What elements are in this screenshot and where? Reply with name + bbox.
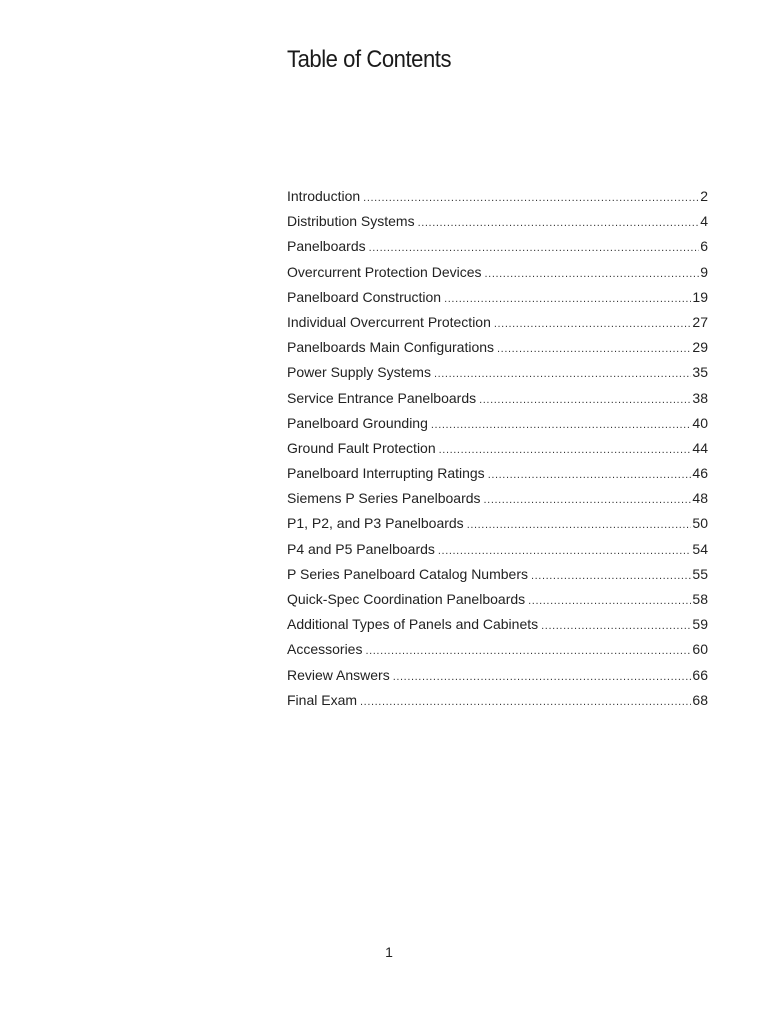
toc-leader-dots — [439, 438, 692, 461]
toc-leader-dots — [365, 639, 691, 662]
toc-leader-dots — [484, 488, 692, 511]
toc-leader-dots — [418, 211, 700, 234]
toc-entry — [287, 310, 708, 335]
toc-entry-label: Panelboard Interrupting Ratings — [287, 465, 485, 482]
toc-entry — [287, 537, 708, 562]
toc-leader-dots — [485, 262, 700, 285]
toc-entry-label: Panelboard Construction — [287, 288, 442, 305]
toc-leader-dots — [444, 287, 691, 310]
toc-entry-page: 68 — [692, 691, 708, 708]
toc-entry-label: Distribution Systems — [287, 213, 415, 230]
toc-leader-dots — [494, 312, 692, 335]
toc-entry — [287, 587, 708, 612]
toc-entry — [287, 562, 708, 587]
toc-leader-dots — [528, 589, 691, 612]
toc-entry — [287, 637, 708, 662]
toc-entry-page: 9 — [700, 263, 708, 280]
toc-entry — [287, 335, 708, 360]
toc-leader-dots — [438, 539, 692, 562]
toc-entry-label: Individual Overcurrent Protection — [287, 313, 491, 330]
toc-entry-page: 48 — [692, 490, 708, 507]
toc-leader-dots — [434, 362, 691, 385]
toc-entry — [287, 386, 708, 411]
toc-entry-label: Final Exam — [287, 691, 358, 708]
toc-entry-label: Power Supply Systems — [287, 364, 431, 381]
toc-entry-page: 44 — [692, 439, 708, 456]
toc-leader-dots — [369, 236, 700, 259]
toc-leader-dots — [541, 614, 691, 637]
toc-entry-label: Panelboards — [287, 238, 366, 255]
toc-entry-label: Ground Fault Protection — [287, 439, 436, 456]
toc-entry — [287, 411, 708, 436]
toc-entry-page: 38 — [692, 389, 708, 406]
toc-entry-page: 59 — [692, 616, 708, 633]
toc-entry-page: 60 — [692, 641, 708, 658]
toc-entry-page: 54 — [692, 540, 708, 557]
toc-entry-label: Panelboards Main Configurations — [287, 339, 495, 356]
toc-leader-dots — [360, 690, 691, 713]
page-title: Table of Contents — [287, 46, 452, 73]
toc-leader-dots — [531, 564, 691, 587]
toc-entry — [287, 436, 708, 461]
toc-entry-page: 19 — [692, 288, 708, 305]
toc-entry — [287, 663, 708, 688]
toc-entry-label: P Series Panelboard Catalog Numbers — [287, 565, 528, 582]
toc-entry-page: 27 — [692, 313, 708, 330]
toc-leader-dots — [488, 463, 692, 486]
toc-entry-label: Service Entrance Panelboards — [287, 389, 477, 406]
toc-entry — [287, 486, 708, 511]
toc-entry — [287, 184, 708, 209]
toc-entry-page: 40 — [692, 414, 708, 431]
toc-entry — [287, 285, 708, 310]
table-of-contents — [287, 184, 708, 713]
toc-leader-dots — [431, 413, 692, 436]
toc-leader-dots — [393, 665, 692, 688]
toc-leader-dots — [497, 337, 691, 360]
toc-entry-page: 2 — [700, 188, 708, 204]
toc-entry-page: 58 — [692, 591, 708, 607]
toc-entry-page: 35 — [692, 364, 708, 381]
toc-entry — [287, 209, 708, 234]
toc-entry-page: 55 — [692, 565, 708, 582]
toc-entry — [287, 612, 708, 637]
toc-entry-label: Accessories — [287, 641, 363, 658]
toc-entry — [287, 360, 708, 385]
toc-entry-page: 6 — [700, 238, 708, 255]
toc-entry-page: 29 — [692, 339, 708, 356]
toc-entry-page: 46 — [692, 465, 708, 482]
toc-entry — [287, 461, 708, 486]
toc-leader-dots — [363, 186, 699, 209]
page-number: 1 — [385, 944, 393, 960]
toc-entry-label: Introduction — [287, 188, 361, 204]
toc-entry — [287, 260, 708, 285]
toc-entry-page: 4 — [700, 213, 708, 230]
toc-entry-label: Panelboard Grounding — [287, 414, 428, 431]
toc-leader-dots — [479, 388, 691, 411]
toc-entry — [287, 688, 708, 713]
toc-entry-label: Additional Types of Panels and Cabinets — [287, 616, 539, 633]
toc-entry-page: 50 — [692, 515, 708, 532]
toc-entry — [287, 234, 708, 259]
toc-entry-label: Quick-Spec Coordination Panelboards — [287, 591, 526, 607]
toc-entry — [287, 511, 708, 536]
toc-leader-dots — [467, 513, 692, 536]
toc-entry-label: Review Answers — [287, 666, 390, 683]
toc-entry-page: 66 — [692, 666, 708, 683]
toc-entry-label: P1, P2, and P3 Panelboards — [287, 515, 464, 532]
toc-entry-label: P4 and P5 Panelboards — [287, 540, 435, 557]
toc-entry-label: Overcurrent Protection Devices — [287, 263, 482, 280]
toc-entry-label: Siemens P Series Panelboards — [287, 490, 481, 507]
